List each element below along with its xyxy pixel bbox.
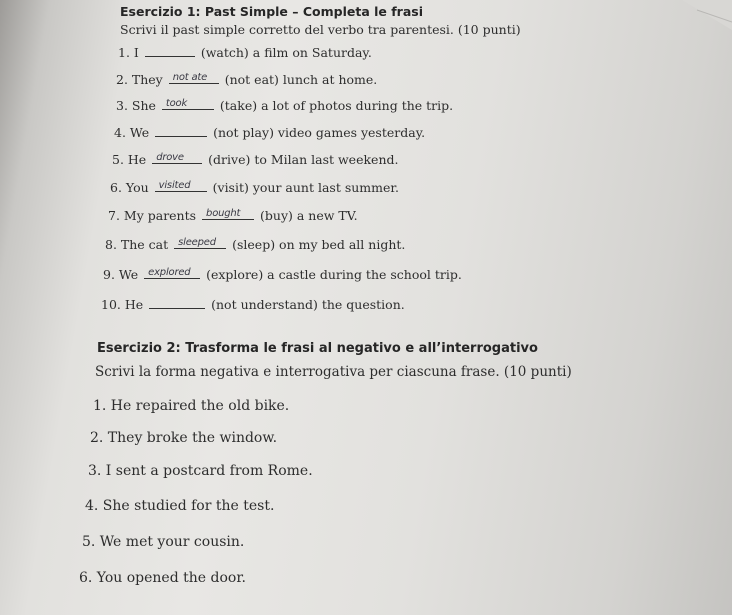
handwritten-answer: visited bbox=[158, 180, 191, 191]
ex2-item-3: 3. I sent a postcard from Rome. bbox=[88, 463, 313, 479]
handwritten-answer: not ate bbox=[172, 72, 208, 83]
ex1-item-4 bbox=[114, 124, 425, 140]
ex1-item-6 bbox=[110, 179, 399, 195]
ex1-item-5 bbox=[112, 151, 398, 167]
exercise2-title: Esercizio 2: Trasforma le frasi al negativo e all’interrogativo bbox=[97, 341, 538, 356]
item-prefix: 1. I bbox=[118, 45, 139, 60]
item-prefix: 7. My parents bbox=[108, 208, 197, 223]
ex1-item-9 bbox=[103, 266, 462, 282]
ex2-item-2: 2. They broke the window. bbox=[90, 430, 278, 446]
paper-corner-shadow bbox=[642, 0, 732, 60]
item-prefix: 4. We bbox=[114, 125, 150, 140]
item-text: (sleep) on my bed all night. bbox=[232, 237, 406, 252]
answer-blank[interactable] bbox=[155, 124, 207, 137]
exercise1-title: Esercizio 1: Past Simple – Completa le frasi bbox=[120, 4, 424, 19]
answer-blank[interactable] bbox=[202, 207, 254, 220]
handwritten-answer: drove bbox=[156, 152, 184, 163]
item-prefix: 2. They bbox=[116, 72, 163, 87]
exercise1-instruction: Scrivi il past simple corretto del verbo tra parentesi. (10 punti) bbox=[120, 22, 521, 37]
ex1-item-7 bbox=[108, 207, 358, 223]
item-prefix: 3. She bbox=[116, 98, 156, 113]
item-text: (explore) a castle during the school trip. bbox=[206, 267, 462, 282]
answer-blank[interactable] bbox=[144, 266, 200, 279]
ex2-item-1: 1. He repaired the old bike. bbox=[93, 398, 290, 414]
answer-blank[interactable] bbox=[152, 151, 202, 164]
item-prefix: 9. We bbox=[103, 267, 139, 282]
ex1-item-1 bbox=[118, 44, 372, 60]
item-text: (not play) video games yesterday. bbox=[213, 125, 426, 140]
item-text: (not understand) the question. bbox=[211, 297, 405, 312]
item-prefix: 8. The cat bbox=[105, 237, 169, 252]
handwritten-answer: sleeped bbox=[178, 237, 216, 248]
ex2-item-4: 4. She studied for the test. bbox=[85, 498, 275, 514]
answer-blank[interactable] bbox=[169, 71, 219, 84]
ex2-item-5: 5. We met your cousin. bbox=[82, 534, 245, 550]
answer-blank[interactable] bbox=[162, 97, 214, 110]
item-text: (watch) a film on Saturday. bbox=[200, 45, 372, 60]
answer-blank[interactable] bbox=[145, 44, 195, 57]
handwritten-answer: bought bbox=[206, 208, 241, 219]
answer-blank[interactable] bbox=[174, 236, 226, 249]
ex1-item-10 bbox=[101, 296, 405, 312]
item-prefix: 10. He bbox=[101, 297, 144, 312]
item-text: (visit) your aunt last summer. bbox=[212, 180, 399, 195]
ex2-item-6: 6. You opened the door. bbox=[79, 570, 246, 586]
ex1-item-3 bbox=[116, 97, 453, 113]
item-text: (buy) a new TV. bbox=[260, 208, 358, 223]
item-text: (not eat) lunch at home. bbox=[224, 72, 378, 87]
answer-blank[interactable] bbox=[149, 296, 205, 309]
ex1-item-2 bbox=[116, 71, 377, 87]
ex1-item-8 bbox=[105, 236, 405, 252]
exercise2-instruction: Scrivi la forma negativa e interrogativa per ciascuna frase. (10 punti) bbox=[95, 364, 572, 380]
answer-blank[interactable] bbox=[155, 179, 207, 192]
item-prefix: 6. You bbox=[110, 180, 149, 195]
handwritten-answer: explored bbox=[148, 267, 191, 278]
item-text: (drive) to Milan last weekend. bbox=[208, 152, 399, 167]
item-prefix: 5. He bbox=[112, 152, 147, 167]
handwritten-answer: took bbox=[165, 98, 188, 109]
item-text: (take) a lot of photos during the trip. bbox=[219, 98, 454, 113]
